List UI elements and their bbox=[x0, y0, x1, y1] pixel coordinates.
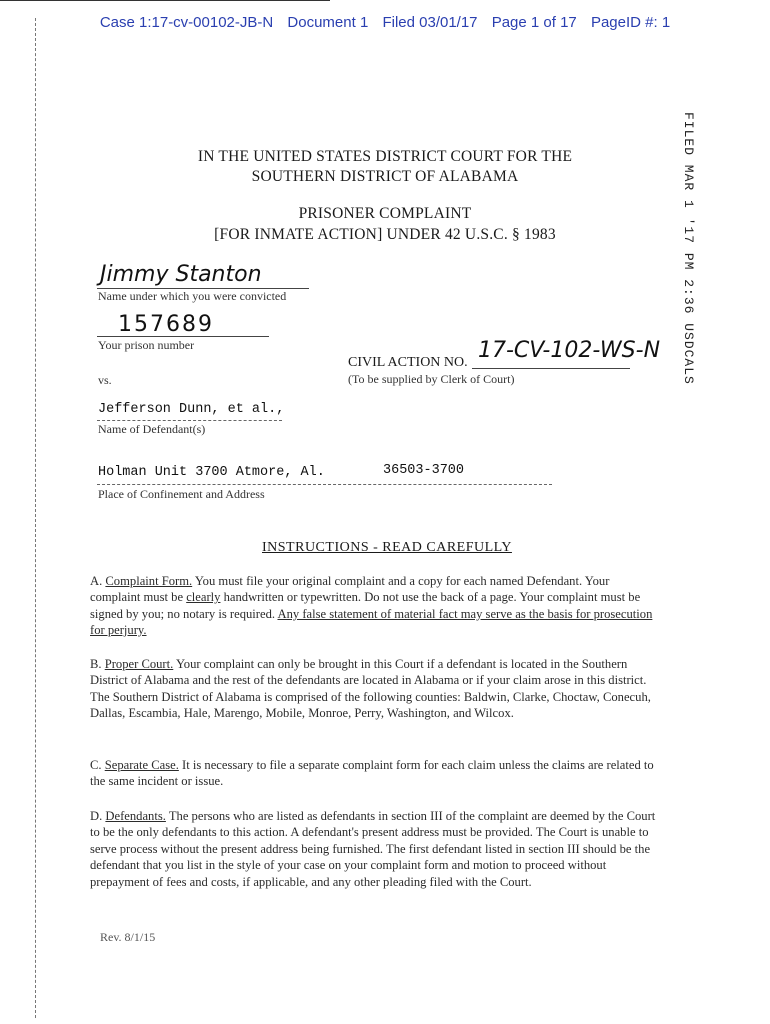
instruction-a-lead: A. bbox=[90, 574, 103, 588]
defendants-line bbox=[97, 420, 282, 421]
instruction-c-lead: C. bbox=[90, 758, 102, 772]
civil-action-label: CIVIL ACTION NO. bbox=[348, 355, 468, 370]
form-title-1: PRISONER COMPLAINT bbox=[298, 205, 472, 222]
instruction-a-text1: You must file your original complaint and a copy for each named Defendant. Your complaint must be bbox=[90, 574, 610, 605]
instruction-a-clearly: clearly bbox=[186, 590, 221, 605]
revision-note: Rev. 8/1/15 bbox=[100, 930, 156, 944]
versus-label: vs. bbox=[98, 373, 112, 387]
plaintiff-name-label: Name under which you were convicted bbox=[98, 289, 287, 303]
confinement-zip: 36503-3700 bbox=[383, 463, 465, 478]
confinement-label: Place of Confinement and Address bbox=[98, 487, 265, 501]
instruction-b-text: Your complaint can only be brought in this Court if a defendant is located in the Southern District of Alabama and the rest of the defendants are located in Alabama or if your claim arose in this district. The Southern District of Alabama is comprised of the following counties: Baldwin, Clarke, Choctaw, Conecuh, Dallas, Escambia, Hale, Marengo, Mobile, Monroe, Perry, Washington, and Wilcox. bbox=[90, 657, 651, 721]
scan-top-line bbox=[0, 0, 330, 1]
prison-number-label: Your prison number bbox=[98, 338, 195, 352]
filed-stamp: FILED MAR 1 '17 PM 2:36 USDCALS bbox=[681, 112, 696, 385]
court-line-1: IN THE UNITED STATES DISTRICT COURT FOR THE bbox=[197, 148, 573, 165]
defendants-value: Jefferson Dunn, et al., bbox=[98, 402, 285, 417]
header-case: Case 1:17-cv-00102-JB-N bbox=[99, 14, 274, 31]
instructions-heading: INSTRUCTIONS - READ CAREFULLY bbox=[262, 540, 512, 555]
confinement-line bbox=[97, 484, 552, 485]
instruction-a-title: Complaint Form. bbox=[105, 574, 193, 588]
ecf-header bbox=[0, 14, 770, 31]
instruction-d-title: Defendants. bbox=[105, 809, 166, 823]
civil-action-line bbox=[472, 368, 630, 369]
instruction-d bbox=[90, 808, 662, 890]
civil-action-number: 17-CV-102-WS-N bbox=[478, 338, 661, 363]
instruction-c-text: It is necessary to file a separate complaint form for each claim unless the claims are related to the same incident or issue. bbox=[90, 758, 654, 789]
defendants-label: Name of Defendant(s) bbox=[98, 422, 206, 436]
prison-number: 157689 bbox=[118, 312, 214, 337]
header-pageid: PageID #: 1 bbox=[590, 14, 671, 31]
confinement-place: Holman Unit 3700 Atmore, Al. bbox=[98, 465, 325, 480]
header-document: Document 1 bbox=[287, 14, 369, 31]
instruction-d-lead: D. bbox=[90, 809, 103, 823]
header-page: Page 1 of 17 bbox=[491, 14, 577, 31]
instruction-a bbox=[90, 573, 662, 639]
instruction-b bbox=[90, 656, 662, 722]
instruction-a-warning: Any false statement of material fact may serve as the basis for prosecution for perjury. bbox=[90, 606, 653, 638]
instruction-c bbox=[90, 757, 662, 790]
prison-number-line bbox=[97, 336, 269, 337]
instruction-c-title: Separate Case. bbox=[104, 758, 179, 772]
civil-action-note: (To be supplied by Clerk of Court) bbox=[348, 372, 515, 386]
plaintiff-name: Jimmy Stanton bbox=[100, 262, 262, 287]
instruction-a-text2: handwritten or typewritten. Do not use the back of a page. Your complaint must be signed by you; no notary is required. bbox=[90, 590, 641, 621]
form-title-2: [FOR INMATE ACTION] UNDER 42 U.S.C. § 1983 bbox=[214, 226, 556, 243]
instruction-b-title: Proper Court. bbox=[104, 657, 174, 671]
header-filed: Filed 03/01/17 bbox=[382, 14, 478, 31]
court-line-2: SOUTHERN DISTRICT OF ALABAMA bbox=[251, 168, 519, 185]
instruction-b-lead: B. bbox=[90, 657, 102, 671]
instruction-d-text: The persons who are listed as defendants in section III of the complaint are deemed by the Court to be the only defendants to this action. A defendant's present address must be provided. The Court is unable to serve process without the present address being furnished. The first defendant listed in section III should be the defendant that you list in the style of your case on your complaint form and motion to proceed without prepayment of fees and costs, if applicable, and any other pleading filed with the Court. bbox=[90, 809, 656, 889]
